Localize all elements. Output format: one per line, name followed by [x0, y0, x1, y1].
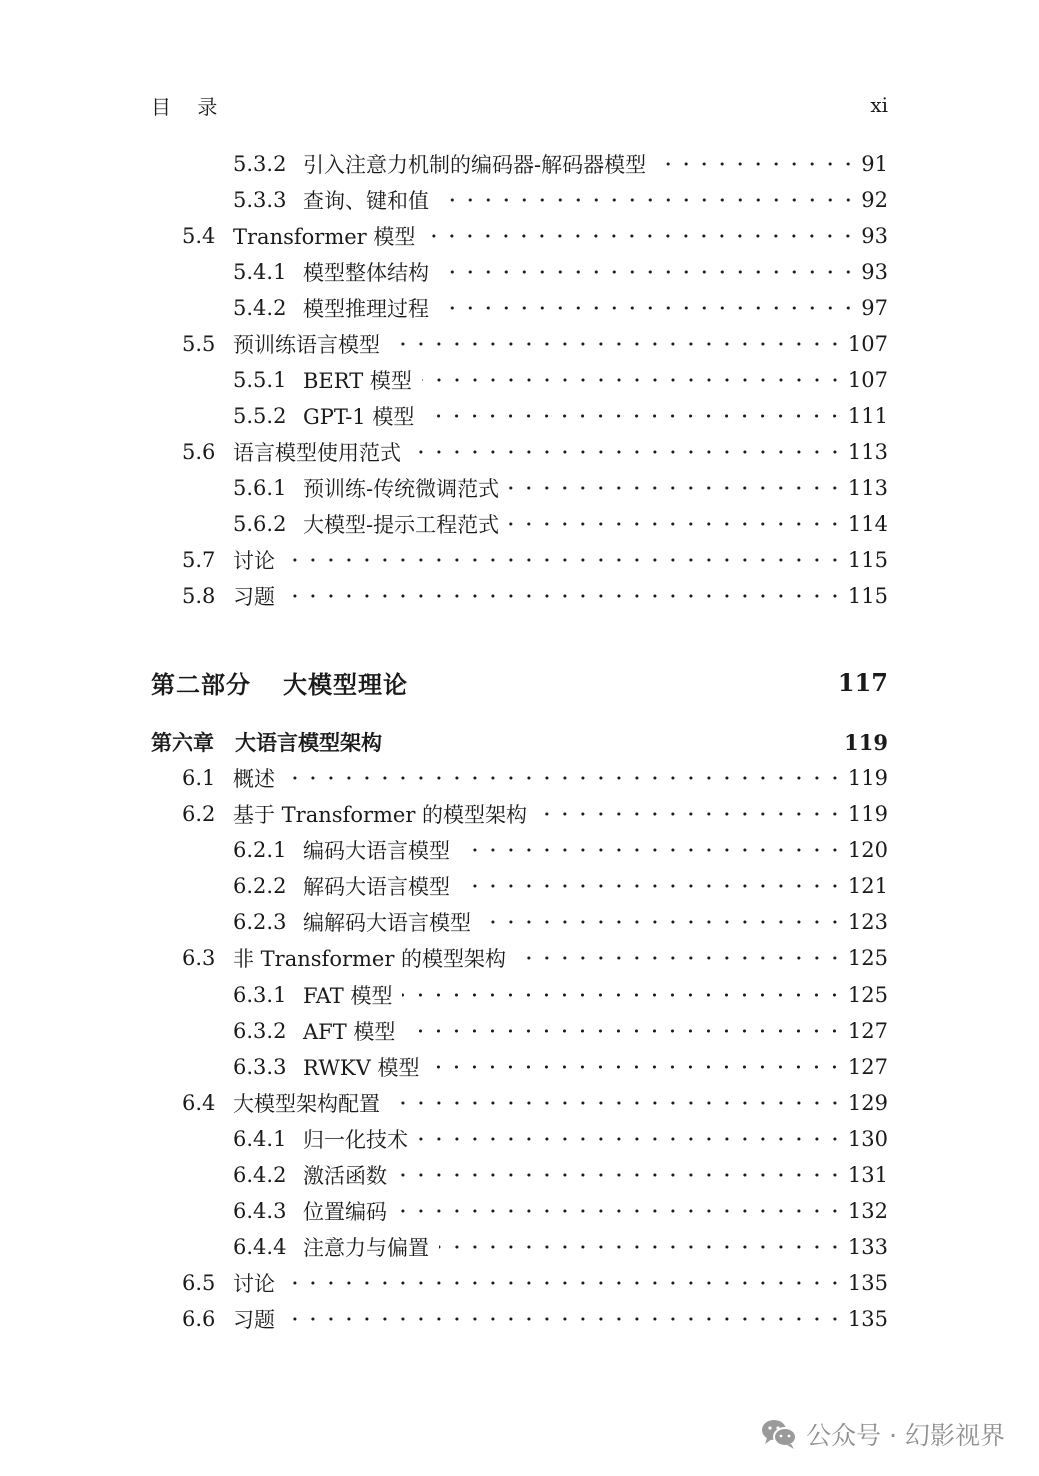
entry-number: 6.4.4	[233, 1235, 287, 1259]
entry-page: 93	[861, 224, 888, 248]
dot-leader	[418, 1124, 844, 1154]
toc-entry[interactable]	[151, 763, 888, 793]
dot-leader	[439, 1232, 844, 1262]
dot-leader	[481, 907, 844, 937]
entry-title: RWKV 模型	[303, 1056, 420, 1080]
chapter-label: 第六章	[151, 730, 214, 755]
entry-page: 125	[847, 983, 888, 1007]
dot-leader	[509, 473, 844, 503]
dot-leader	[425, 221, 857, 251]
part-title: 大模型理论	[283, 669, 408, 699]
entry-page: 127	[847, 1055, 888, 1079]
page-number: xi	[870, 93, 888, 117]
dot-leader	[439, 257, 857, 287]
entry-page: 125	[847, 946, 888, 970]
toc-entry[interactable]	[151, 1304, 888, 1334]
entry-number: 6.2.1	[233, 838, 287, 862]
entry-title: FAT 模型	[303, 984, 393, 1008]
entry-page: 113	[847, 476, 888, 500]
entry-title: 查询、键和值	[303, 189, 429, 213]
entry-number: 5.3.2	[233, 152, 287, 176]
entry-number: 6.4.1	[233, 1127, 287, 1151]
entry-page: 135	[847, 1307, 888, 1331]
entry-page: 129	[847, 1091, 888, 1115]
toc-entry[interactable]	[151, 1268, 888, 1298]
toc-entry[interactable]	[151, 149, 888, 179]
chapter-page: 119	[844, 729, 888, 755]
dot-leader	[439, 293, 857, 323]
dot-leader	[537, 799, 844, 829]
part-label: 第二部分	[151, 669, 251, 699]
entry-title: 激活函数	[303, 1164, 387, 1188]
entry-number: 5.4	[182, 224, 216, 248]
entry-title: 模型推理过程	[303, 297, 429, 321]
entry-number: 6.3.1	[233, 983, 287, 1007]
toc-entry[interactable]	[151, 907, 888, 937]
entry-page: 93	[861, 260, 888, 284]
toc-entry[interactable]	[151, 1088, 888, 1118]
wechat-icon	[760, 1418, 798, 1450]
entry-page: 132	[847, 1199, 888, 1223]
dot-leader	[390, 1088, 844, 1118]
toc-entry[interactable]	[151, 257, 888, 287]
entry-title: 位置编码	[303, 1200, 387, 1224]
entry-number: 6.3	[182, 946, 216, 970]
entry-number: 5.4.1	[233, 260, 287, 284]
entry-number: 5.3.3	[233, 188, 287, 212]
entry-number: 6.1	[182, 766, 216, 790]
entry-number: 6.2.2	[233, 874, 287, 898]
dot-leader	[429, 1052, 843, 1082]
toc-entry[interactable]	[151, 1124, 888, 1154]
entry-title: GPT-1 模型	[303, 405, 415, 429]
entry-page: 119	[847, 802, 888, 826]
entry-page: 92	[861, 188, 888, 212]
entry-page: 107	[847, 368, 888, 392]
dot-leader	[285, 1268, 844, 1298]
dot-leader	[656, 149, 857, 179]
entry-title: 习题	[233, 1308, 275, 1332]
toc-entry[interactable]	[151, 365, 888, 395]
entry-title: 讨论	[233, 1272, 275, 1296]
watermark	[760, 1414, 1005, 1454]
toc-entry[interactable]	[151, 293, 888, 323]
entry-title: 解码大语言模型	[303, 875, 450, 899]
entry-page: 133	[847, 1235, 888, 1259]
dot-leader	[411, 437, 844, 467]
chapter-heading[interactable]	[151, 727, 888, 757]
dot-leader	[460, 871, 844, 901]
entry-page: 119	[847, 766, 888, 790]
entry-title: 概述	[233, 767, 275, 791]
dot-leader	[397, 1160, 844, 1190]
entry-number: 6.2.3	[233, 910, 287, 934]
entry-page: 135	[847, 1271, 888, 1295]
entry-title: 注意力与偏置	[303, 1236, 429, 1260]
entry-title: 基于 Transformer 的模型架构	[233, 803, 528, 827]
toc-entry[interactable]	[151, 799, 888, 829]
entry-page: 120	[847, 838, 888, 862]
toc-entry[interactable]	[151, 1160, 888, 1190]
entry-number: 6.6	[182, 1307, 216, 1331]
entry-title: BERT 模型	[303, 369, 412, 393]
part-heading[interactable]	[151, 664, 888, 700]
toc-entry[interactable]	[151, 473, 888, 503]
entry-title: 大模型-提示工程范式	[303, 513, 500, 537]
dot-leader	[516, 943, 844, 973]
entry-number: 5.6	[182, 440, 216, 464]
toc-entry[interactable]	[151, 980, 888, 1010]
page-header	[151, 90, 888, 120]
entry-title: Transformer 模型	[233, 225, 416, 249]
toc-entry[interactable]	[151, 1052, 888, 1082]
entry-page: 107	[847, 332, 888, 356]
toc-entry[interactable]	[151, 835, 888, 865]
dot-leader	[439, 185, 857, 215]
toc-entry[interactable]	[151, 871, 888, 901]
entry-page: 113	[847, 440, 888, 464]
toc-entry[interactable]	[151, 943, 888, 973]
entry-page: 121	[847, 874, 888, 898]
part-page: 117	[837, 667, 888, 697]
toc-entry[interactable]	[151, 581, 888, 611]
watermark-text: 公众号 · 幻影视界	[806, 1421, 1005, 1450]
entry-page: 130	[847, 1127, 888, 1151]
toc-entry[interactable]	[151, 437, 888, 467]
dot-leader	[422, 365, 844, 395]
entry-title: AFT 模型	[303, 1020, 396, 1044]
entry-number: 6.4.3	[233, 1199, 287, 1223]
entry-number: 5.5.2	[233, 404, 287, 428]
dot-leader	[285, 1304, 844, 1334]
entry-title: 习题	[233, 585, 275, 609]
toc-entry[interactable]	[151, 1016, 888, 1046]
dot-leader	[460, 835, 844, 865]
entry-title: 编解码大语言模型	[303, 911, 471, 935]
entry-number: 6.2	[182, 802, 216, 826]
entry-page: 111	[847, 404, 888, 428]
entry-page: 123	[847, 910, 888, 934]
toc-entry[interactable]	[151, 545, 888, 575]
entry-number: 6.4.2	[233, 1163, 287, 1187]
entry-page: 91	[861, 152, 888, 176]
entry-title: 预训练语言模型	[233, 333, 380, 357]
toc-entry[interactable]	[151, 401, 888, 431]
entry-number: 6.3.3	[233, 1055, 287, 1079]
entry-title: 语言模型使用范式	[233, 441, 401, 465]
entry-number: 5.5.1	[233, 368, 287, 392]
entry-number: 5.6.2	[233, 512, 287, 536]
entry-page: 115	[847, 548, 888, 572]
entry-title: 模型整体结构	[303, 261, 429, 285]
toc-entry[interactable]	[151, 1196, 888, 1226]
entry-number: 5.8	[182, 584, 216, 608]
dot-leader	[405, 1016, 843, 1046]
toc-entry[interactable]	[151, 221, 888, 251]
entry-title: 预训练-传统微调范式	[303, 477, 500, 501]
entry-number: 6.5	[182, 1271, 216, 1295]
entry-number: 5.6.1	[233, 476, 287, 500]
entry-number: 5.7	[182, 548, 216, 572]
dot-leader	[390, 329, 844, 359]
entry-title: 引入注意力机制的编码器-解码器模型	[303, 153, 647, 177]
entry-number: 5.4.2	[233, 296, 287, 320]
dot-leader	[402, 980, 843, 1010]
dot-leader	[424, 401, 844, 431]
entry-page: 97	[861, 296, 888, 320]
chapter-title: 大语言模型架构	[235, 730, 382, 755]
dot-leader	[509, 509, 844, 539]
toc-entry[interactable]	[151, 509, 888, 539]
entry-page: 131	[847, 1163, 888, 1187]
entry-page: 114	[847, 512, 888, 536]
entry-page: 127	[847, 1019, 888, 1043]
entry-title: 编码大语言模型	[303, 839, 450, 863]
entry-title: 非 Transformer 的模型架构	[233, 947, 507, 971]
entry-number: 6.3.2	[233, 1019, 287, 1043]
entry-number: 5.5	[182, 332, 216, 356]
toc-entry[interactable]	[151, 185, 888, 215]
dot-leader	[285, 581, 844, 611]
entry-title: 讨论	[233, 549, 275, 573]
entry-title: 大模型架构配置	[233, 1092, 380, 1116]
entry-number: 6.4	[182, 1091, 216, 1115]
toc-entry[interactable]	[151, 1232, 888, 1262]
dot-leader	[285, 545, 844, 575]
entry-title: 归一化技术	[303, 1128, 408, 1152]
entry-page: 115	[847, 584, 888, 608]
toc-entry[interactable]	[151, 329, 888, 359]
running-head: 目 录	[151, 94, 228, 119]
dot-leader	[397, 1196, 844, 1226]
dot-leader	[285, 763, 844, 793]
